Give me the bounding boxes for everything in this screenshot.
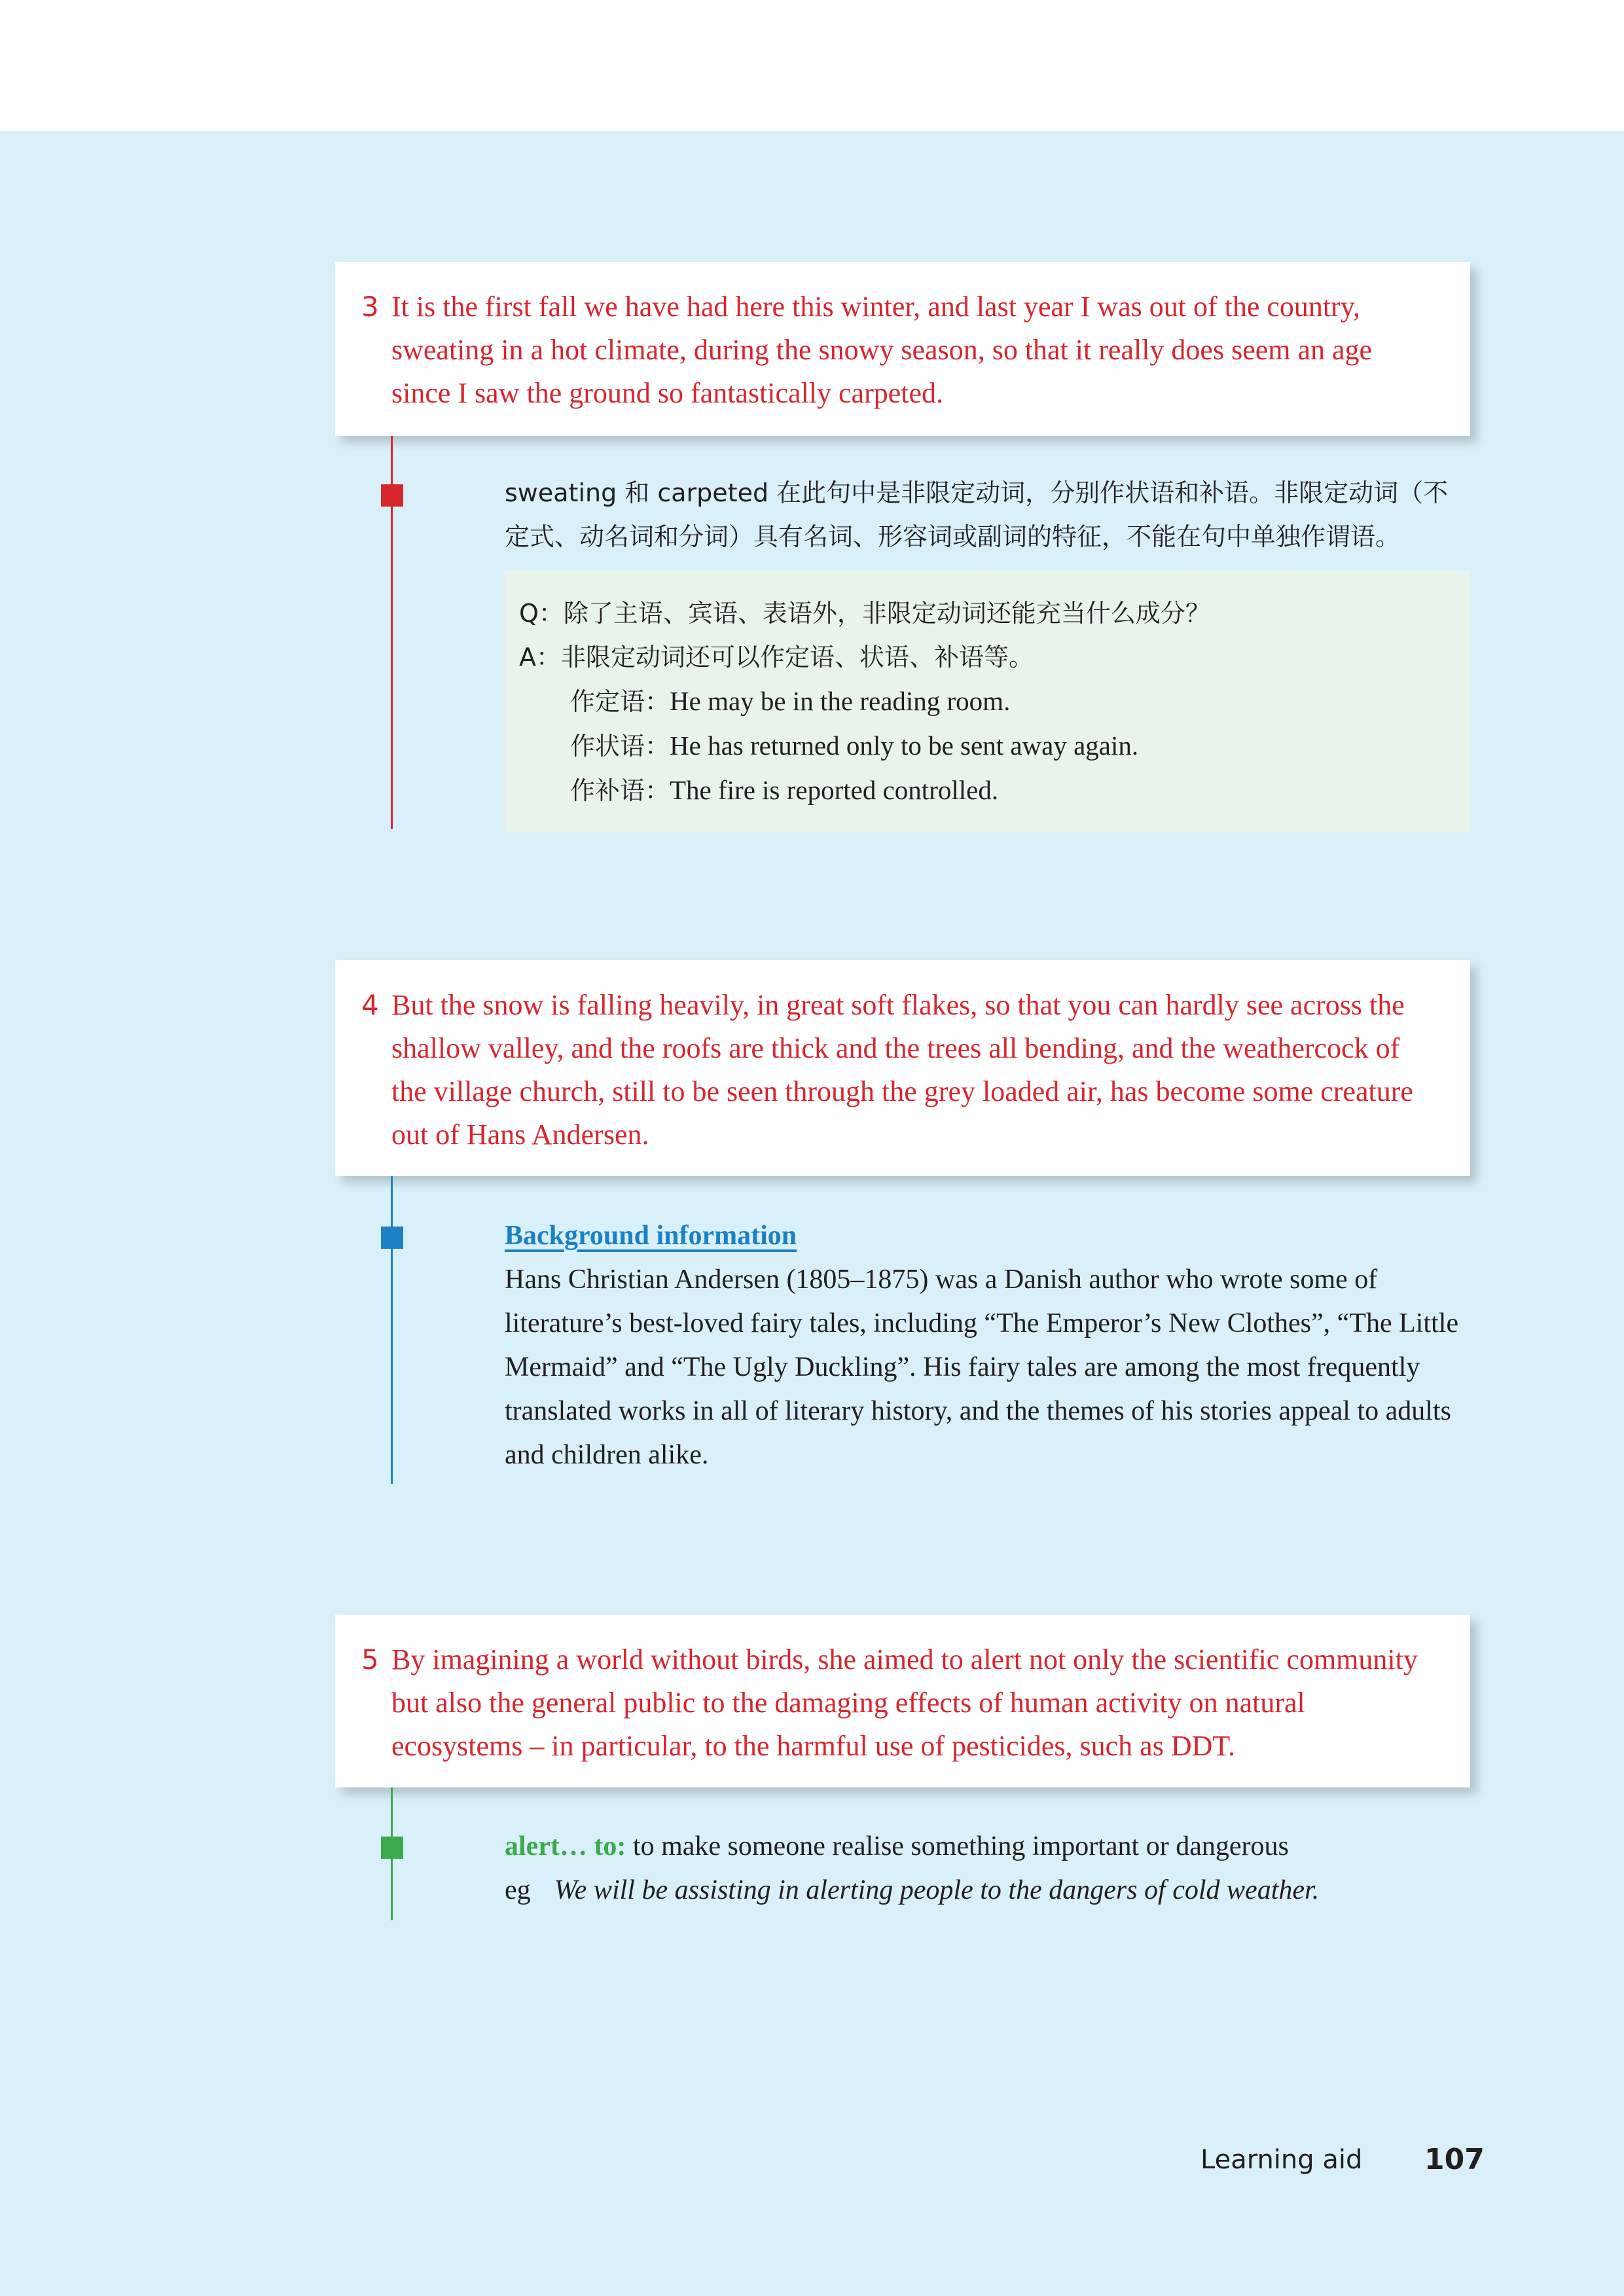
quote-number: 3 — [361, 291, 379, 323]
quote-box-3 — [335, 262, 1470, 436]
page-background — [0, 131, 1624, 2296]
example-line — [505, 1869, 1473, 1912]
note-marker-icon — [381, 1837, 403, 1859]
annotation-line — [391, 1176, 393, 1484]
footer-section-label: Learning aid — [1200, 2145, 1363, 2175]
qa-question: Q：除了主语、宾语、表语外，非限定动词还能充当什么成分？ — [519, 599, 1210, 628]
eg-label: eg — [505, 1875, 531, 1905]
eg-text: We will be assisting in alerting people to the dangers of cold weather. — [554, 1875, 1320, 1905]
qa-example — [519, 679, 1470, 724]
qa-box — [505, 571, 1470, 833]
note-marker-icon — [381, 1227, 403, 1249]
background-info-title: Background information — [505, 1221, 797, 1251]
quote-box-5 — [335, 1615, 1470, 1787]
page-number: 107 — [1424, 2143, 1485, 2176]
vocab-term: alert… to: — [505, 1831, 626, 1861]
grammar-note: sweating 和 carpeted 在此句中是非限定动词，分别作状语和补语。非限定动词（不定式、动名词和分词）具有名词、形容词或副词的特征，不能在句中单独作谓语。 — [505, 478, 1449, 551]
qa-example-text: The fire is reported controlled. — [670, 775, 999, 805]
qa-answer: A：非限定动词还可以作定语、状语、补语等。 — [519, 643, 1034, 672]
quote-text: By imagining a world without birds, she aimed to alert not only the scientific community but also the general public to the damaging effects of human activity on natural ecosystems – in particular, to the harmful use of pesticides, such as DDT. — [391, 1643, 1418, 1762]
quote-number: 5 — [361, 1643, 379, 1676]
qa-example-text: He may be in the reading room. — [670, 686, 1011, 716]
quote-box-4 — [335, 960, 1470, 1176]
background-note — [505, 1214, 1473, 1477]
qa-example-text: He has returned only to be sent away again. — [670, 730, 1139, 761]
vocab-line — [505, 1825, 1473, 1869]
qa-example — [519, 724, 1470, 768]
qa-example-label: 作补语： — [570, 776, 670, 805]
vocab-definition: to make someone realise something important or dangerous — [632, 1831, 1289, 1861]
quote-number: 4 — [361, 989, 379, 1021]
background-info-text: Hans Christian Andersen (1805–1875) was a Danish author who wrote some of literature’s best-loved fairy tales, including “The Emperor’s New Clothes”, “The Little Mermaid” and “The Ugly Duckling”. His fairy tales are among the most frequently translated works in all of literary history, and the themes of his stories appeal to adults and children alike. — [505, 1265, 1459, 1470]
qa-example — [519, 768, 1470, 813]
qa-example-label: 作状语： — [570, 732, 670, 761]
qa-example-label: 作定语： — [570, 687, 670, 716]
note-marker-icon — [381, 484, 403, 507]
vocabulary-note — [505, 1825, 1473, 1912]
quote-text: But the snow is falling heavily, in great soft flakes, so that you can hardly see across the shallow valley, and the roofs are thick and the trees all bending, and the weathercock of the village church, still to be seen through the grey loaded air, has become some creature out of Hans Andersen. — [391, 989, 1413, 1151]
quote-text: It is the first fall we have had here this winter, and last year I was out of the country, sweating in a hot climate, during the snowy season, so that it really does seem an age since I saw the ground so fantastically carpeted. — [391, 291, 1373, 409]
